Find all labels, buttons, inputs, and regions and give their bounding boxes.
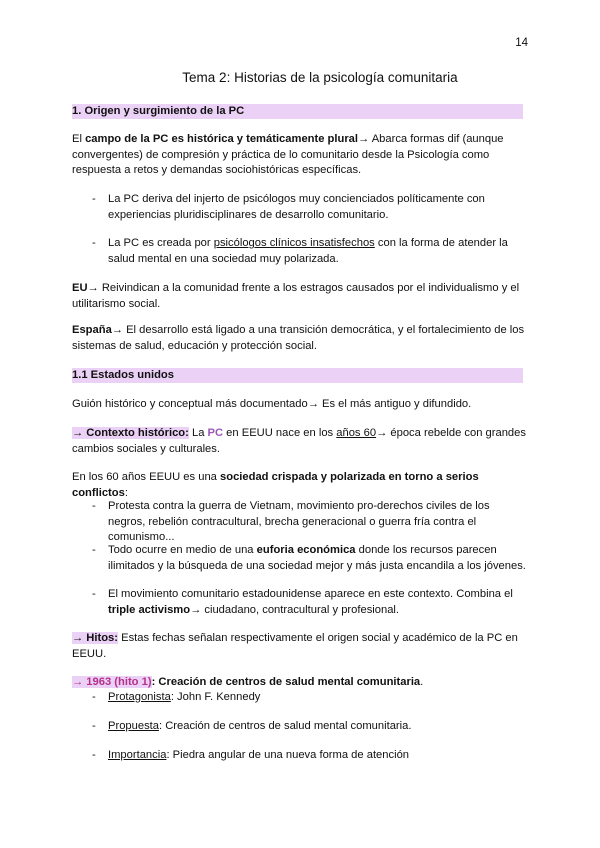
section-1-1-heading: 1.1 Estados unidos [72, 368, 523, 383]
bullet-dash: - [92, 588, 96, 600]
list-item-text: La PC deriva del injerto de psicólogos muy concienciados políticamente con experiencias pluridisciplinares de desarrollo comunitario. [108, 193, 485, 221]
bullet-dash: - [92, 749, 96, 761]
list-item-value: : John F. Kennedy [170, 691, 261, 703]
list-item-pre: La PC es creada por [108, 237, 214, 249]
section-1-heading: 1. Origen y surgimiento de la PC [72, 104, 523, 119]
hito1-colon: : [151, 676, 159, 688]
intro-bold: campo de la PC es histórica y temáticamente plural [85, 133, 359, 145]
bullet-dash: - [92, 544, 96, 556]
list-item-post: → ciudadano, contracultural y profesional. [190, 603, 400, 616]
hitos-text: Estas fechas señalan respectivamente el origen social y académico de la PC en EEUU. [72, 632, 518, 660]
list-item-value: : Creación de centros de salud mental comunitaria. [159, 720, 412, 732]
list-item-post: con la forma de atender la salud mental en una sociedad muy polarizada. [108, 237, 508, 265]
list-item-label: Propuesta [108, 720, 159, 732]
sixties-bold: sociedad crispada y polarizada en torno a serios conflictos [72, 471, 479, 499]
sixties-paragraph [72, 470, 528, 501]
list-item-text [108, 748, 528, 764]
page-number: 14 [515, 37, 528, 49]
bullet-dash: - [92, 193, 96, 205]
hitos-paragraph [72, 631, 528, 662]
list-item-pre: Todo ocurre en medio de una [108, 544, 257, 556]
hitos-label: → Hitos: [72, 632, 118, 644]
intro-pre: El [72, 133, 86, 145]
spain-label: España [72, 324, 112, 336]
list-item-text: Protesta contra la guerra de Vietnam, movimiento pro-derechos civiles de los negros, rebelión contracultural, brecha generacional o guerra fría contra el comunismo... [108, 500, 490, 543]
list-item-text [108, 719, 528, 735]
list-item-text [108, 543, 528, 574]
bullet-dash: - [92, 720, 96, 732]
list-item-label: Protagonista [108, 691, 171, 703]
list-item-label: Importancia [108, 749, 167, 761]
list-item-bold: euforia económica [256, 544, 356, 556]
bullet-dash: - [92, 500, 96, 512]
hito1-dot: . [420, 676, 424, 688]
list-item-bold: triple activismo [108, 603, 191, 616]
hito1-label: → 1963 (hito 1) [72, 676, 152, 688]
eu-paragraph [72, 281, 528, 312]
eu-text: → Reivindican a la comunidad frente a los estragos causados por el individualismo y el utilitarismo social. [72, 282, 520, 310]
list-item-pre: El movimiento comunitario estadounidense aparece en este contexto. Combina el [108, 588, 513, 600]
context-post: → época rebelde con grandes cambios sociales y culturales. [72, 427, 526, 455]
eu-label: EU [72, 282, 88, 294]
hito1-text: Creación de centros de salud mental comunitaria [158, 676, 421, 688]
list-item-text [108, 587, 528, 618]
context-mid1: La [188, 427, 208, 439]
list-item-underline: psicólogos clínicos insatisfechos [213, 237, 375, 249]
context-label: → Contexto histórico: [72, 427, 189, 439]
spain-paragraph [72, 323, 528, 354]
bullet-dash: - [92, 691, 96, 703]
list-item-text [108, 690, 528, 706]
sixties-post: : [124, 486, 128, 499]
context-mid2: en EEUU nace en los [223, 427, 337, 439]
section-1-intro [72, 132, 528, 179]
hito1-paragraph [72, 675, 528, 691]
intro-post: → Abarca formas dif (aunque convergentes) de compresión y práctica de lo comunitario desde la Psicología como respuesta a retos y demandas sociohistóricas específicas. [72, 133, 504, 176]
list-item-value: : Piedra angular de una nueva forma de atención [166, 749, 410, 761]
bullet-dash: - [92, 237, 96, 249]
guion-paragraph: Guión histórico y conceptual más documentado→ Es el más antiguo y difundido. [72, 398, 472, 410]
title-text: Tema 2: Historias de la psicología comunitaria [182, 70, 458, 85]
context-decade: años 60 [336, 427, 377, 439]
list-item-post: donde los recursos parecen ilimitados y la búsqueda de una sociedad mejor y más justa encandila a los jóvenes. [108, 544, 526, 572]
context-paragraph [72, 426, 528, 457]
sixties-pre: En los 60 años EEUU es una [72, 471, 221, 483]
spain-text: → El desarrollo está ligado a una transición democrática, y el fortalecimiento de los sistemas de salud, educación y protección social. [72, 324, 525, 352]
list-item-text [108, 236, 528, 267]
document-title [0, 70, 600, 85]
context-pc: PC [207, 427, 224, 439]
